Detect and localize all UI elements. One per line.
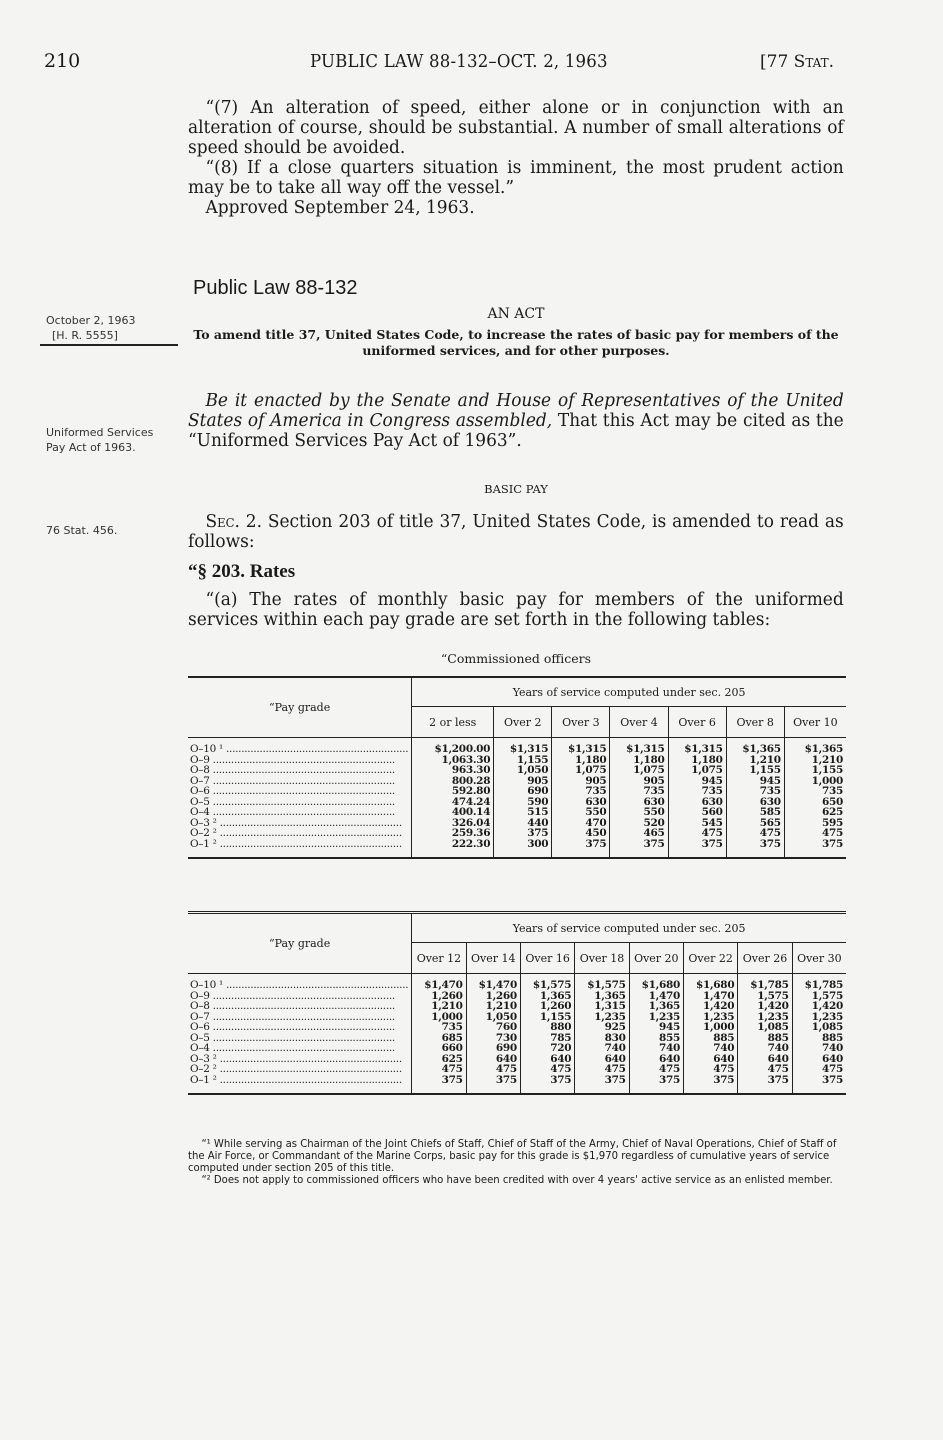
pay-grade-cell: O–8 ............................................................ <box>188 1001 412 1012</box>
pay-table-1 <box>188 676 846 859</box>
pay-value-cell: 375 <box>683 1075 737 1095</box>
pay-value-cell: 740 <box>629 1043 683 1054</box>
pay-value-cell: 400.14 <box>412 807 494 818</box>
pay-grade-cell: O–6 ............................................................ <box>188 1022 412 1033</box>
pay-grade-cell: O–2 ² ............................................................ <box>188 828 412 839</box>
pay-value-cell: 720 <box>520 1043 574 1054</box>
table-row <box>188 1064 846 1075</box>
pay-value-cell: 475 <box>738 1064 792 1075</box>
pay-value-cell: 590 <box>494 797 552 808</box>
pay-grade-cell: O–7 ............................................................ <box>188 1012 412 1023</box>
pay-value-cell: 740 <box>683 1043 737 1054</box>
table-row <box>188 1012 846 1023</box>
pay-value-cell: 730 <box>466 1033 520 1044</box>
pay-value-cell: 1,000 <box>811 774 843 787</box>
pay-value-cell: 595 <box>821 816 843 829</box>
pay-value-cell: $1,315 <box>668 738 726 755</box>
enacting-clause <box>188 391 844 451</box>
pay-value-cell: 222.30 <box>412 839 494 859</box>
pay-value-cell: 1,420 <box>811 1000 843 1012</box>
pay-value-cell: 1,050 <box>466 1012 520 1023</box>
pay-value-cell: 1,210 <box>466 1001 520 1012</box>
pay-value-cell: 1,180 <box>610 755 668 766</box>
pay-grade-cell: O–5 ............................................................ <box>188 797 412 808</box>
section-2-text: Section 203 of title 37, United States Code, is amended to read as follows: <box>188 512 844 552</box>
pay-grade-cell: O–10 ¹ ............................................................ <box>188 738 412 755</box>
column-header: Over 20 <box>629 943 683 974</box>
pay-value-cell: 735 <box>668 786 726 797</box>
section-203-heading: “§ 203. Rates <box>188 561 296 582</box>
pay-value-cell: 630 <box>552 797 610 808</box>
pay-grade-cell: O–6 ............................................................ <box>188 786 412 797</box>
pay-value-cell: 740 <box>821 1042 843 1054</box>
pay-value-cell: 475 <box>466 1064 520 1075</box>
pay-value-cell: 1,180 <box>668 755 726 766</box>
margin-divider <box>40 344 178 346</box>
pay-value-cell: $1,785 <box>738 974 792 991</box>
pay-grade-cell: O–8 ............................................................ <box>188 765 412 776</box>
pay-value-cell: 1,063.30 <box>412 755 494 766</box>
pay-grade-cell: O–4 ............................................................ <box>188 807 412 818</box>
pay-value-cell: 450 <box>552 828 610 839</box>
pay-value-cell: 1,260 <box>412 991 466 1002</box>
subsection-a-text: “(a) The rates of monthly basic pay for members of the uniformed services within each pay grade are set forth in the following tables: <box>188 590 844 630</box>
pay-value-cell: 945 <box>668 776 726 787</box>
pay-value-cell: 740 <box>738 1043 792 1054</box>
pay-value-cell: 1,000 <box>412 1012 466 1023</box>
pay-table-2 <box>188 911 846 1095</box>
pay-value-cell: 375 <box>494 828 552 839</box>
pay-value-cell: 905 <box>610 776 668 787</box>
pay-value-cell: 1,235 <box>683 1012 737 1023</box>
pay-value-cell: 855 <box>629 1033 683 1044</box>
pay-value-cell: 735 <box>821 785 843 797</box>
pay-value-cell: 640 <box>629 1054 683 1065</box>
pay-value-cell: 475 <box>726 828 784 839</box>
pay-value-cell: 690 <box>466 1043 520 1054</box>
pay-value-cell: 650 <box>821 795 843 808</box>
pay-value-cell: $1,575 <box>520 974 574 991</box>
pay-value-cell: 1,155 <box>494 755 552 766</box>
pay-value-cell: $1,680 <box>683 974 737 991</box>
pay-value-cell: 565 <box>726 818 784 829</box>
pay-value-cell: 785 <box>520 1033 574 1044</box>
section-2-label: Sec. 2. <box>205 512 262 532</box>
pay-grade-cell: O–2 ² ............................................................ <box>188 1064 412 1075</box>
pay-value-cell: 375 <box>668 839 726 859</box>
prior-act-ending <box>188 98 844 218</box>
pay-value-cell: 885 <box>738 1033 792 1044</box>
table-row <box>188 1054 846 1065</box>
column-header: 2 or less <box>412 707 494 738</box>
pay-value-cell: 640 <box>466 1054 520 1065</box>
pay-value-cell: 735 <box>552 786 610 797</box>
pay-value-cell: 1,235 <box>738 1012 792 1023</box>
pay-value-cell: 1,000 <box>683 1022 737 1033</box>
pay-grade-cell: O–1 ² ............................................................ <box>188 839 412 859</box>
pay-grade-cell: O–9 ............................................................ <box>188 991 412 1002</box>
column-header: Over 18 <box>575 943 629 974</box>
pay-value-cell: 945 <box>726 776 784 787</box>
pay-value-cell: 660 <box>412 1043 466 1054</box>
table-row <box>188 828 846 839</box>
pay-value-cell: 885 <box>821 1031 843 1044</box>
column-header: Over 3 <box>552 707 610 738</box>
pay-value-cell: 475 <box>821 827 843 839</box>
pay-value-cell: 375 <box>552 839 610 859</box>
pay-value-cell: 640 <box>738 1054 792 1065</box>
footnote-1: “¹ While serving as Chairman of the Joint Chiefs of Staff, Chief of Staff of the Army, Chief of Naval Operations, Chief of Staff of the Air Force, or Commandant of the Marine Corps, basic pay for this grade is $1,970 regardless of cumulative years of service computed under section 205 of this title. <box>188 1138 837 1174</box>
pay-value-cell: 465 <box>610 828 668 839</box>
margin-bill-number: [H. R. 5555] <box>52 329 118 342</box>
pay-value-cell: 625 <box>821 806 843 818</box>
pay-value-cell: 735 <box>412 1022 466 1033</box>
pay-value-cell: 300 <box>494 839 552 859</box>
pay-value-cell: 1,075 <box>552 765 610 776</box>
pay-value-cell: 1,075 <box>668 765 726 776</box>
table-row <box>188 839 846 859</box>
pay-value-cell: 375 <box>575 1075 629 1095</box>
pay-value-cell: 1,155 <box>811 764 843 776</box>
pay-value-cell: 963.30 <box>412 765 494 776</box>
pay-value-cell: 585 <box>726 807 784 818</box>
column-header: Over 26 <box>738 943 792 974</box>
pay-value-cell: 1,470 <box>629 991 683 1002</box>
pay-value-cell: 1,365 <box>629 1001 683 1012</box>
pay-grade-cell: O–9 ............................................................ <box>188 755 412 766</box>
pay-value-cell: 475 <box>629 1064 683 1075</box>
pay-value-cell: 375 <box>466 1075 520 1095</box>
pay-value-cell: 905 <box>552 776 610 787</box>
pay-value-cell: $1,575 <box>575 974 629 991</box>
pay-value-cell: 735 <box>726 786 784 797</box>
pay-value-cell: 1,260 <box>520 1001 574 1012</box>
pay-value-cell: 475 <box>683 1064 737 1075</box>
pay-value-cell: 520 <box>610 818 668 829</box>
pay-grade-cell: O–1 ² ............................................................ <box>188 1075 412 1095</box>
pay-grade-header: “Pay grade <box>188 677 412 738</box>
pay-value-cell: 1,235 <box>811 1010 843 1023</box>
pay-value-cell: 1,575 <box>811 989 843 1002</box>
pay-value-cell: 375 <box>821 1073 843 1086</box>
pay-value-cell: 475 <box>575 1064 629 1075</box>
pay-value-cell: 740 <box>575 1043 629 1054</box>
pay-value-cell: 1,260 <box>466 991 520 1002</box>
pay-grade-cell: O–4 ............................................................ <box>188 1043 412 1054</box>
basic-pay-heading: BASIC PAY <box>484 482 548 496</box>
pay-value-cell: 685 <box>412 1033 466 1044</box>
pay-grade-cell: O–3 ² ............................................................ <box>188 818 412 829</box>
margin-date-note <box>46 313 166 343</box>
public-law-title: Public Law 88-132 <box>193 277 358 299</box>
pay-value-cell: $1,470 <box>466 974 520 991</box>
pay-value-cell: $1,315 <box>610 738 668 755</box>
pay-value-cell: 1,050 <box>494 765 552 776</box>
footnotes <box>188 1138 848 1186</box>
pay-value-cell: 1,365 <box>520 991 574 1002</box>
column-header: Over 30 <box>792 943 846 974</box>
pay-value-cell: 885 <box>683 1033 737 1044</box>
pay-value-cell: 475 <box>821 1063 843 1075</box>
column-header: Over 22 <box>683 943 737 974</box>
pay-value-cell: 550 <box>610 807 668 818</box>
enacting-clause-italic: Be it enacted by the Senate and House of Representatives of the United States of America in Congress assembled, <box>188 391 844 431</box>
table-row <box>188 765 846 776</box>
table-row <box>188 797 846 808</box>
pay-grade-header: “Pay grade <box>188 913 412 974</box>
pay-value-cell: 925 <box>575 1022 629 1033</box>
pay-value-cell: 1,210 <box>811 753 843 766</box>
pay-value-cell: 735 <box>610 786 668 797</box>
table-row <box>188 1075 846 1095</box>
running-head: PUBLIC LAW 88-132–OCT. 2, 1963 <box>310 51 608 72</box>
pay-value-cell: 830 <box>575 1033 629 1044</box>
pay-value-cell: $1,200.00 <box>412 738 494 755</box>
pay-value-cell: 630 <box>610 797 668 808</box>
pay-value-cell: 1,075 <box>610 765 668 776</box>
pay-value-cell: 259.36 <box>412 828 494 839</box>
pay-value-cell: $1,470 <box>412 974 466 991</box>
pay-value-cell: 474.24 <box>412 797 494 808</box>
pay-value-cell: 375 <box>610 839 668 859</box>
pay-value-cell: 475 <box>668 828 726 839</box>
pay-value-cell: 640 <box>520 1054 574 1065</box>
pay-value-cell: 475 <box>412 1064 466 1075</box>
pay-value-cell: 640 <box>683 1054 737 1065</box>
pay-grade-cell: O–3 ² ............................................................ <box>188 1054 412 1065</box>
pay-value-cell: 560 <box>668 807 726 818</box>
pay-value-cell: 800.28 <box>412 776 494 787</box>
margin-date: October 2, 1963 <box>46 314 136 327</box>
pay-value-cell: 880 <box>520 1022 574 1033</box>
pay-value-cell: 1,420 <box>738 1001 792 1012</box>
pay-value-cell: 640 <box>821 1052 843 1065</box>
pay-value-cell: 1,470 <box>683 991 737 1002</box>
pay-value-cell: 690 <box>494 786 552 797</box>
pay-value-cell: $1,365 <box>804 743 843 755</box>
pay-grade-cell: O–7 ............................................................ <box>188 776 412 787</box>
approval-date: Approved September 24, 1963. <box>205 198 475 218</box>
statute-reference: [77 Stat. <box>760 52 835 72</box>
pay-value-cell: 630 <box>726 797 784 808</box>
column-header: Over 12 <box>412 943 466 974</box>
column-header: Over 6 <box>668 707 726 738</box>
pay-value-cell: 1,210 <box>726 755 784 766</box>
pay-value-cell: 475 <box>520 1064 574 1075</box>
table-row <box>188 991 846 1002</box>
pay-grade-cell: O–10 ¹ ............................................................ <box>188 974 412 991</box>
pay-value-cell: 905 <box>494 776 552 787</box>
pay-value-cell: 326.04 <box>412 818 494 829</box>
footnote-2: “² Does not apply to commissioned officers who have been credited with over 4 years' active service as an enlisted member. <box>201 1174 833 1186</box>
pay-value-cell: 440 <box>494 818 552 829</box>
pay-value-cell: 1,180 <box>552 755 610 766</box>
pay-value-cell: 1,085 <box>738 1022 792 1033</box>
pay-value-cell: 470 <box>552 818 610 829</box>
pay-grade-cell: O–5 ............................................................ <box>188 1033 412 1044</box>
table-title: “Commissioned officers <box>440 651 592 666</box>
pay-value-cell: 1,210 <box>412 1001 466 1012</box>
pay-value-cell: $1,365 <box>726 738 784 755</box>
subsection-a <box>188 590 844 630</box>
pay-value-cell: 760 <box>466 1022 520 1033</box>
column-header: Over 4 <box>610 707 668 738</box>
pay-value-cell: 630 <box>668 797 726 808</box>
act-purpose: To amend title 37, United States Code, to increase the rates of basic pay for members of the uniformed services, and for other purposes. <box>193 327 839 358</box>
pay-value-cell: 545 <box>668 818 726 829</box>
margin-short-title: Uniformed Services Pay Act of 1963. <box>46 426 154 454</box>
pay-value-cell: 375 <box>821 837 843 850</box>
enacting-clause-text: That this Act may be cited as the “Uniformed Services Pay Act of 1963”. <box>188 411 844 451</box>
pay-value-cell: 375 <box>726 839 784 859</box>
years-of-service-header: Years of service computed under sec. 205 <box>412 677 846 707</box>
pay-value-cell: 375 <box>629 1075 683 1095</box>
page-number: 210 <box>44 50 81 72</box>
pay-value-cell: 640 <box>575 1054 629 1065</box>
column-header: Over 2 <box>494 707 552 738</box>
table-row <box>188 1043 846 1054</box>
pay-value-cell: 375 <box>738 1075 792 1095</box>
pay-value-cell: 550 <box>552 807 610 818</box>
pay-value-cell: 945 <box>629 1022 683 1033</box>
pay-value-cell: 1,315 <box>575 1001 629 1012</box>
table-row <box>188 818 846 829</box>
pay-value-cell: 625 <box>412 1054 466 1065</box>
pay-value-cell: 515 <box>494 807 552 818</box>
pay-value-cell: $1,315 <box>552 738 610 755</box>
table-row <box>188 786 846 797</box>
years-of-service-header: Years of service computed under sec. 205 <box>412 913 846 943</box>
paragraph-8: “(8) If a close quarters situation is imminent, the most prudent action may be to take all way off the vessel.” <box>188 158 844 198</box>
table-row <box>188 807 846 818</box>
pay-value-cell: 592.80 <box>412 786 494 797</box>
table-row <box>188 1033 846 1044</box>
pay-value-cell: 1,365 <box>575 991 629 1002</box>
column-header: Over 10 <box>784 707 846 738</box>
table-row <box>188 1022 846 1033</box>
table-row <box>188 776 846 787</box>
column-header: Over 16 <box>520 943 574 974</box>
pay-value-cell: $1,785 <box>804 979 843 991</box>
pay-value-cell: 1,235 <box>575 1012 629 1023</box>
table-row <box>188 1001 846 1012</box>
pay-value-cell: $1,680 <box>629 974 683 991</box>
pay-value-cell: 1,575 <box>738 991 792 1002</box>
column-header: Over 14 <box>466 943 520 974</box>
table-row <box>188 974 846 991</box>
pay-value-cell: 375 <box>520 1075 574 1095</box>
an-act-heading: AN ACT <box>487 306 545 322</box>
pay-value-cell: $1,315 <box>494 738 552 755</box>
pay-value-cell: 375 <box>412 1075 466 1095</box>
section-2 <box>188 512 844 552</box>
paragraph-7: “(7) An alteration of speed, either alone or in conjunction with an alteration of course, should be substantial. A number of small alterations of speed should be avoided. <box>188 98 844 158</box>
table-row <box>188 738 846 755</box>
pay-value-cell: 1,155 <box>726 765 784 776</box>
margin-stat-citation: 76 Stat. 456. <box>46 524 118 537</box>
pay-value-cell: 1,085 <box>811 1021 843 1033</box>
column-header: Over 8 <box>726 707 784 738</box>
pay-value-cell: 1,155 <box>520 1012 574 1023</box>
pay-value-cell: 1,235 <box>629 1012 683 1023</box>
pay-value-cell: 1,420 <box>683 1001 737 1012</box>
